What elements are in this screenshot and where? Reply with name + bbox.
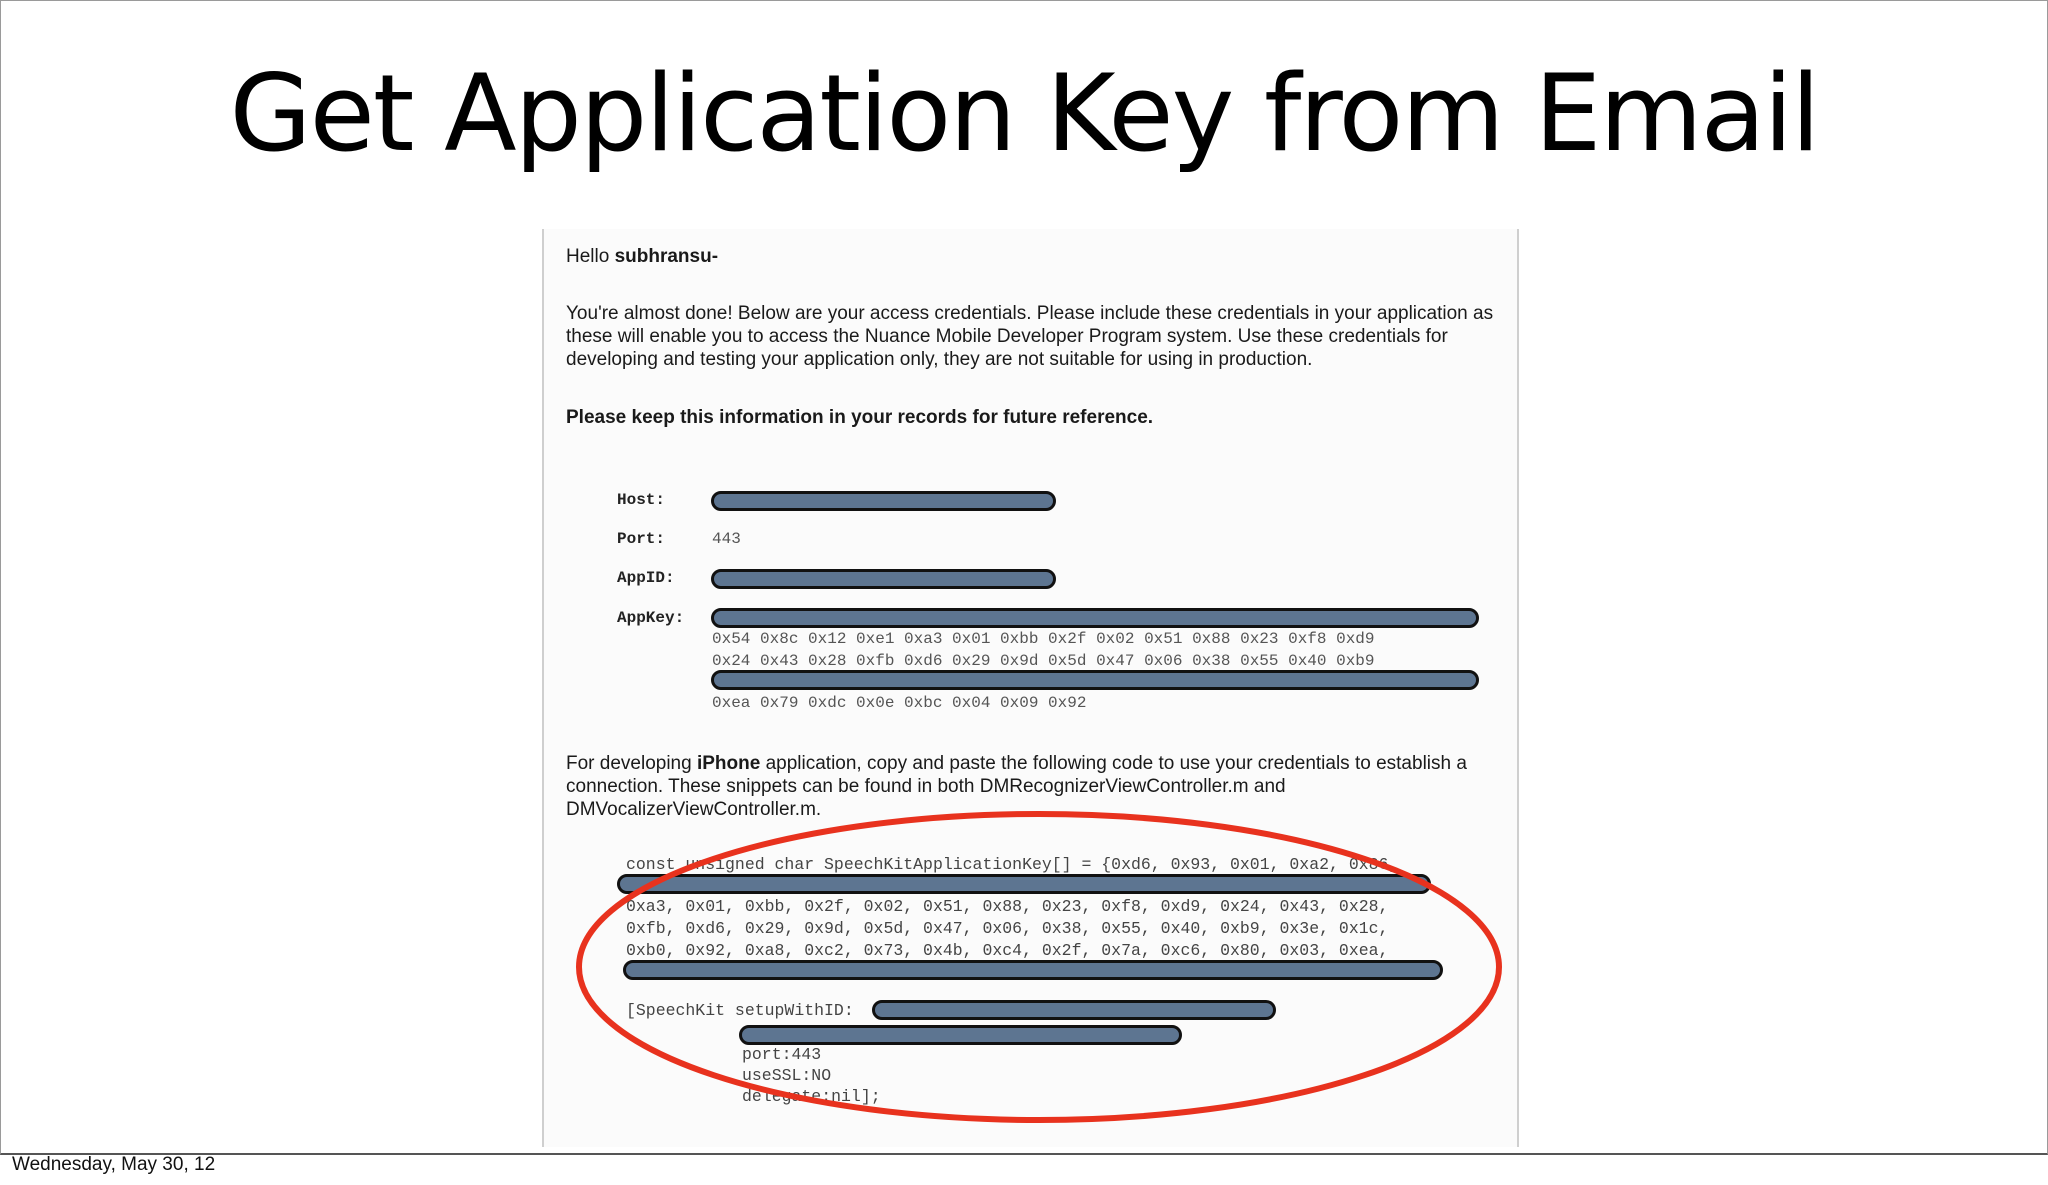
iphone-note-prefix: For developing [566, 753, 697, 774]
slide-title: Get Application Key from Email [229, 52, 1819, 175]
appid-redaction [711, 569, 1056, 589]
iphone-note-bold: iPhone [696, 753, 761, 774]
email-intro: You're almost done! Below are your access credentials. Please include these credentials in your application as these will enable you to access the Nuance Mobile Developer Program system. Use these credentials for developing and testing your application only, they are not suitable for using in production. [566, 303, 1494, 370]
code-line-2: 0xa3, 0x01, 0xbb, 0x2f, 0x02, 0x51, 0x88, 0x23, 0xf8, 0xd9, 0x24, 0x43, 0x28, [626, 897, 1389, 916]
appkey-line-3: 0xea 0x79 0xdc 0x0e 0xbc 0x04 0x09 0x92 [712, 694, 1087, 712]
greeting-name: subhransu- [614, 246, 719, 267]
code-line-3: 0xfb, 0xd6, 0x29, 0x9d, 0x5d, 0x47, 0x06, 0x38, 0x55, 0x40, 0xb9, 0x3e, 0x1c, [626, 919, 1389, 938]
code-line-1: const unsigned char SpeechKitApplicationKey[] = {0xd6, 0x93, 0x01, 0xa2, 0x86, [626, 855, 1399, 874]
appkey-redaction-middle [711, 670, 1479, 690]
code-port: port:443 [742, 1045, 822, 1064]
appkey-line-2: 0x24 0x43 0x28 0xfb 0xd6 0x29 0x9d 0x5d 0x47 0x06 0x38 0x55 0x40 0xb9 [712, 652, 1375, 670]
port-value: 443 [712, 530, 741, 548]
host-label: Host: [617, 491, 666, 509]
code-redaction-setup-host [739, 1025, 1182, 1045]
email-screenshot [542, 229, 1519, 1147]
appid-label: AppID: [617, 569, 675, 587]
email-greeting [566, 245, 1495, 268]
email-iphone-note [566, 752, 1495, 821]
code-ssl: useSSL:NO [742, 1066, 832, 1085]
slide-footer-date: Wednesday, May 30, 12 [12, 1154, 216, 1175]
greeting-prefix: Hello [566, 246, 615, 267]
code-redaction-1 [617, 874, 1431, 894]
port-label: Port: [617, 530, 666, 548]
iphone-note-rest: application, copy and paste the following code to use your credentials to establish a connection. These snippets can be found in both DMRecognizerViewController.m and DMVocalizerViewController.m. [566, 753, 1467, 820]
code-delegate: delegate:nil]; [742, 1087, 881, 1106]
appkey-line-1: 0x54 0x8c 0x12 0xe1 0xa3 0x01 0xbb 0x2f 0x02 0x51 0x88 0x23 0xf8 0xd9 [712, 630, 1375, 648]
appkey-label: AppKey: [617, 609, 685, 627]
appkey-redaction-top [711, 608, 1479, 628]
host-redaction [711, 491, 1056, 511]
code-setup: [SpeechKit setupWithID: [626, 1001, 854, 1020]
email-keep-note: Please keep this information in your records for future reference. [566, 407, 1154, 428]
code-line-4: 0xb0, 0x92, 0xa8, 0xc2, 0x73, 0x4b, 0xc4, 0x2f, 0x7a, 0xc6, 0x80, 0x03, 0xea, [626, 941, 1389, 960]
code-redaction-setup-id [872, 1000, 1276, 1020]
code-redaction-2 [623, 960, 1443, 980]
